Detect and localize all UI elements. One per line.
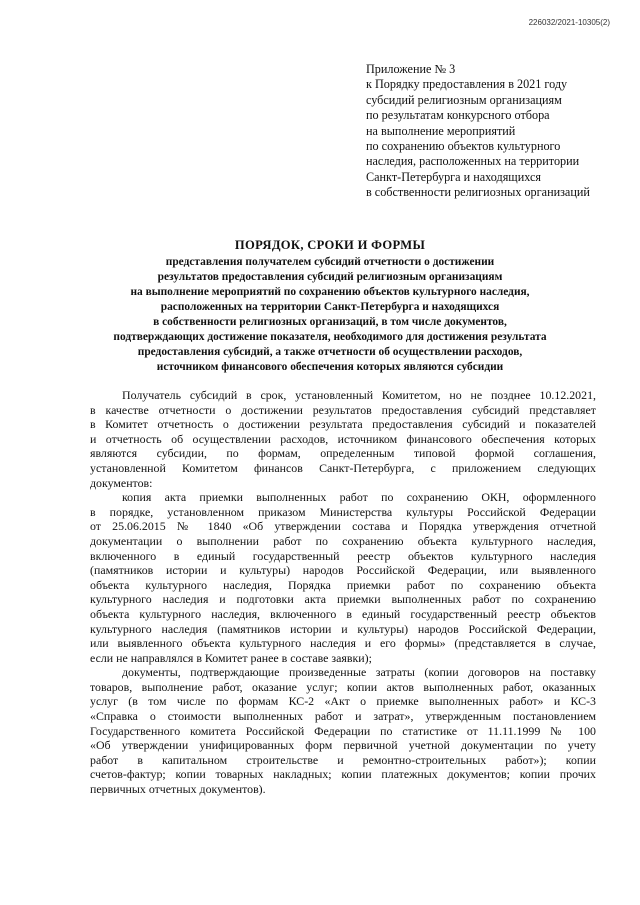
paragraph-reporting-deadline — [90, 388, 596, 490]
annex-line: на выполнение мероприятий — [366, 123, 516, 138]
annex-line: наследия, расположенных на территории — [366, 154, 580, 169]
body-line: или выявленного объекта культурного наследия и его формы» (представляется в случае, — [90, 636, 596, 651]
body-line: услуг (в том числе по формам КС-2 «Акт о приемке выполненных работ» и КС-3 — [90, 694, 596, 709]
body-line: и отчетность об осуществлении расходов, источником финансового обеспечения которых — [90, 431, 596, 446]
paragraph-acceptance-act — [90, 490, 596, 665]
body-line: (памятников истории и культуры) народов Российской Федерации, или выявленного — [90, 563, 596, 578]
subtitle-line: представления получателем субсидий отчетности о достижении — [165, 256, 495, 268]
body-line: товаров, выполнение работ, оказание услуг; копии актов выполненных работ, оказанных — [90, 679, 596, 694]
paragraph-cost-documents — [90, 665, 596, 796]
body-line: объекта культурного наследия, Порядка приемки работ по сохранению объекта — [90, 577, 596, 592]
body-line: документы, подтверждающие произведенные затраты (копии договоров на поставку — [122, 665, 596, 680]
body-line: копия акта приемки выполненных работ по сохранению ОКН, оформленного — [122, 490, 596, 505]
body-line: документации о выполнении работ по сохранению объекта культурного наследия, — [90, 533, 596, 548]
body-line: в порядке, установленном приказом Министерства культуры Российской Федерации — [90, 504, 596, 519]
body-line: от 25.06.2015 № 1840 «Об утверждении состава и Порядка утверждения отчетной — [90, 519, 596, 534]
subtitle-line: источником финансового обеспечения которых являются субсидии — [156, 361, 504, 373]
document-subtitle — [60, 255, 600, 375]
document-title: ПОРЯДОК, СРОКИ И ФОРМЫ — [234, 238, 426, 252]
body-line: в Комитет отчетность о достижении результата предоставления субсидий и показателей — [90, 417, 596, 432]
body-line: Государственного комитета Российской Федерации по статистике от 11.11.1999 № 100 — [90, 723, 596, 738]
subtitle-line: расположенных на территории Санкт-Петербурга и находящихся — [160, 301, 500, 313]
subtitle-line: на выполнение мероприятий по сохранению объектов культурного наследия, — [130, 286, 530, 298]
body-line: в качестве отчетности о достижении результатов предоставления субсидий представляет — [90, 402, 596, 417]
body-line: объекта культурного наследия, включенного в единый государственный реестр объектов — [90, 606, 596, 621]
body-line: счетов-фактур; копии товарных накладных; копии платежных документов; копии прочих — [90, 767, 596, 782]
body-line: культурного наследия и подготовки акта приемки выполненных работ по сохранению — [90, 592, 596, 607]
body-line: включенного в единый государственный реестр объектов культурного наследия — [90, 548, 596, 563]
body-line: установленной Комитетом финансов Санкт-Петербурга, с приложением следующих — [90, 460, 596, 475]
body-line: являются субсидии, по формам, определенным типовой формой соглашения, — [90, 446, 596, 461]
annex-line: Санкт-Петербурга и находящихся — [366, 169, 541, 184]
body-line: первичных отчетных документов). — [90, 782, 266, 797]
body-line: культурного наследия (памятников истории и культуры) народов Российской Федерации, — [90, 621, 596, 636]
body-line: документов: — [90, 475, 153, 490]
annex-line: в собственности религиозных организаций — [366, 185, 590, 200]
annex-line: субсидий религиозным организациям — [366, 92, 562, 107]
subtitle-line: предоставления субсидий, а также отчетности об осуществлении расходов, — [137, 346, 523, 358]
document-title-block — [60, 238, 600, 375]
subtitle-line: в собственности религиозных организаций, в том числе документов, — [153, 316, 507, 328]
body-line: «Об утверждении унифицированных форм первичной учетной документации по учету — [90, 738, 596, 753]
body-line: если не направлялся в Комитет ранее в составе заявки); — [90, 650, 372, 665]
annex-header — [366, 62, 616, 201]
annex-line: к Порядку предоставления в 2021 году — [366, 77, 568, 92]
body-line: работ в капитальном строительстве и ремонтно-строительных работ»); копии — [90, 752, 596, 767]
body-line: «Справка о стоимости выполненных работ и затрат», утвержденным постановлением — [90, 709, 596, 724]
document-id: 226032/2021-10305(2) — [528, 18, 610, 27]
annex-line: по результатам конкурсного отбора — [366, 108, 550, 123]
subtitle-line: подтверждающих достижение показателя, необходимого для достижения результата — [113, 331, 547, 343]
subtitle-line: результатов предоставления субсидий религиозным организациям — [157, 271, 503, 283]
annex-line: Приложение № 3 — [366, 62, 456, 76]
annex-line: по сохранению объектов культурного — [366, 139, 561, 154]
body-line: Получатель субсидий в срок, установленный Комитетом, но не позднее 10.12.2021, — [122, 388, 596, 402]
document-body — [90, 388, 596, 797]
